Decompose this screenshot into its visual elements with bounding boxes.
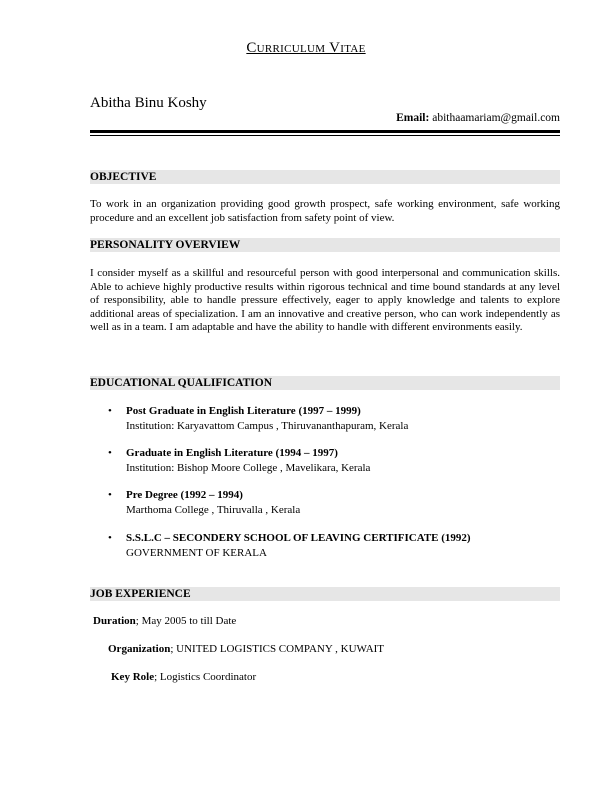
candidate-name: Abitha Binu Koshy <box>90 95 207 111</box>
job-duration-label: Duration <box>93 615 136 627</box>
email-label: Email: <box>396 112 430 124</box>
personality-text: I consider myself as a skillful and resourceful person with good interpersonal and communication skills. Able to achieve highly productive results within rigorous technical and time bound standards at any level of responsibility, able to handle pressure effectively, eager to apply knowledge and talents to explore additional areas of specialization. I am an innovative and creative person, who can work independently as well as in a team. I am adaptable and have the ability to handle with different environments easily. <box>90 267 560 334</box>
header-rule-thick <box>90 130 560 133</box>
document-title: Curriculum Vitae <box>246 40 366 56</box>
education-heading: EDUCATIONAL QUALIFICATION <box>90 377 273 389</box>
job-duration <box>93 615 236 627</box>
education-bullet-3: • <box>108 489 112 501</box>
education-title-2: Graduate in English Literature (1994 – 1997) <box>126 447 338 459</box>
objective-text: To work in an organization providing good growth prospect, safe working environment, safe working procedure and an excellent job satisfaction from safety point of view. <box>90 198 560 224</box>
education-title-4: S.S.L.C – SECONDERY SCHOOL OF LEAVING CERTIFICATE (1992) <box>126 532 471 544</box>
job-organization-value: ; UNITED LOGISTICS COMPANY , KUWAIT <box>170 643 385 655</box>
job-role-label: Key Role <box>111 671 155 683</box>
education-bullet-4: • <box>108 532 112 544</box>
email-value: abithaamariam@gmail.com <box>432 112 560 124</box>
education-bullet-1: • <box>108 405 112 417</box>
email-line <box>396 112 560 124</box>
header-rule-thin <box>90 135 560 136</box>
personality-heading: PERSONALITY OVERVIEW <box>90 239 241 251</box>
education-section-bar <box>90 376 560 390</box>
job-role-value: ; Logistics Coordinator <box>154 671 257 683</box>
education-detail-4: GOVERNMENT OF KERALA <box>126 547 267 559</box>
education-title-3: Pre Degree (1992 – 1994) <box>126 489 243 501</box>
education-detail-3: Marthoma College , Thiruvalla , Kerala <box>126 504 301 516</box>
objective-heading: OBJECTIVE <box>90 171 157 183</box>
personality-section-bar <box>90 238 560 252</box>
job-organization-label: Organization <box>108 643 171 655</box>
objective-section-bar <box>90 170 560 184</box>
experience-section-bar <box>90 587 560 601</box>
education-title-1: Post Graduate in English Literature (1997 – 1999) <box>126 405 361 417</box>
job-role <box>111 671 256 683</box>
job-duration-value: ; May 2005 to till Date <box>135 615 237 627</box>
education-detail-1: Institution: Karyavattom Campus , Thiruvananthapuram, Kerala <box>126 420 409 432</box>
education-bullet-2: • <box>108 447 112 459</box>
job-organization <box>108 643 384 655</box>
education-detail-2: Institution: Bishop Moore College , Mavelikara, Kerala <box>126 462 371 474</box>
experience-heading: JOB EXPERIENCE <box>90 588 191 600</box>
